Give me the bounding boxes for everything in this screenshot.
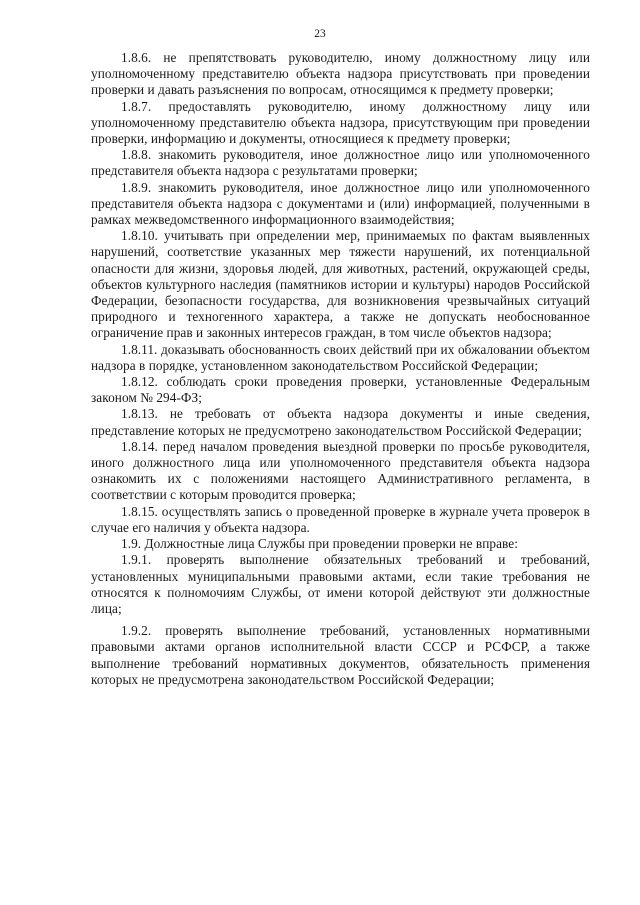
paragraph-1-9-2: 1.9.2. проверять выполнение требований, установленных нормативными правовыми актами органов исполнительной власти СССР и РСФСР, а также выполнение требований нормативных документов, обязательность применения которых не предусмотрена законодательством Российской Федерации; — [91, 623, 590, 687]
paragraph-1-8-10: 1.8.10. учитывать при определении мер, принимаемых по фактам выявленных нарушений, соответствие указанных мер тяжести нарушений, их потенциальной опасности для жизни, здоровья людей, для животных, растений, окружающей среды, объектов культурного наследия (памятников истории и культуры) народов Российской Федерации, безопасности государства, для возникновения чрезвычайных ситуаций природного и техногенного характера, а также не допускать необоснованное ограничение прав и законных интересов граждан, в том числе объектов надзора; — [91, 228, 590, 341]
page-number: 23 — [314, 28, 326, 40]
paragraph-1-8-11: 1.8.11. доказывать обоснованность своих действий при их обжаловании объектом надзора в порядке, установленном законодательством Российской Федерации; — [91, 341, 590, 373]
paragraph-1-8-13: 1.8.13. не требовать от объекта надзора документы и иные сведения, представление которых не предусмотрено законодательством Российской Федерации; — [91, 406, 590, 438]
paragraph-1-8-7: 1.8.7. предоставлять руководителю, иному должностному лицу или уполномоченному представителю объекта надзора, присутствующим при проведении проверки, информацию и документы, относящиеся к предмету проверки; — [91, 98, 590, 147]
paragraph-1-8-14: 1.8.14. перед началом проведения выездной проверки по просьбе руководителя, иного должностного лица или уполномоченного представителя объекта надзора ознакомить их с положениями настоящего Административного регламента, в соответствии с которым проводится проверка; — [91, 438, 590, 503]
document-body — [91, 50, 590, 688]
paragraph-1-9: 1.9. Должностные лица Службы при проведении проверки не вправе: — [121, 536, 519, 552]
paragraph-1-8-9: 1.8.9. знакомить руководителя, иное должностное лицо или уполномоченного представителя объекта надзора с документами и (или) информацией, полученными в рамках межведомственного информационного взаимодействия; — [91, 179, 590, 228]
paragraph-1-8-8: 1.8.8. знакомить руководителя, иное должностное лицо или уполномоченного представителя объекта надзора с результатами проверки; — [91, 147, 590, 179]
paragraph-1-8-12: 1.8.12. соблюдать сроки проведения проверки, установленные Федеральным законом № 294-ФЗ; — [91, 374, 590, 406]
paragraph-1-9-1: 1.9.1. проверять выполнение обязательных требований и требований, установленных муниципальными правовыми актами, если такие требования не относятся к полномочиям Службы, от имени которой действуют эти должностные лица; — [91, 552, 590, 616]
paragraph-1-8-6: 1.8.6. не препятствовать руководителю, иному должностному лицу или уполномоченному представителю объекта надзора присутствовать при проведении проверки и давать разъяснения по вопросам, относящимся к предмету проверки; — [91, 50, 590, 98]
paragraph-1-8-15: 1.8.15. осуществлять запись о проведенной проверке в журнале учета проверок в случае его наличия у объекта надзора. — [91, 503, 590, 535]
